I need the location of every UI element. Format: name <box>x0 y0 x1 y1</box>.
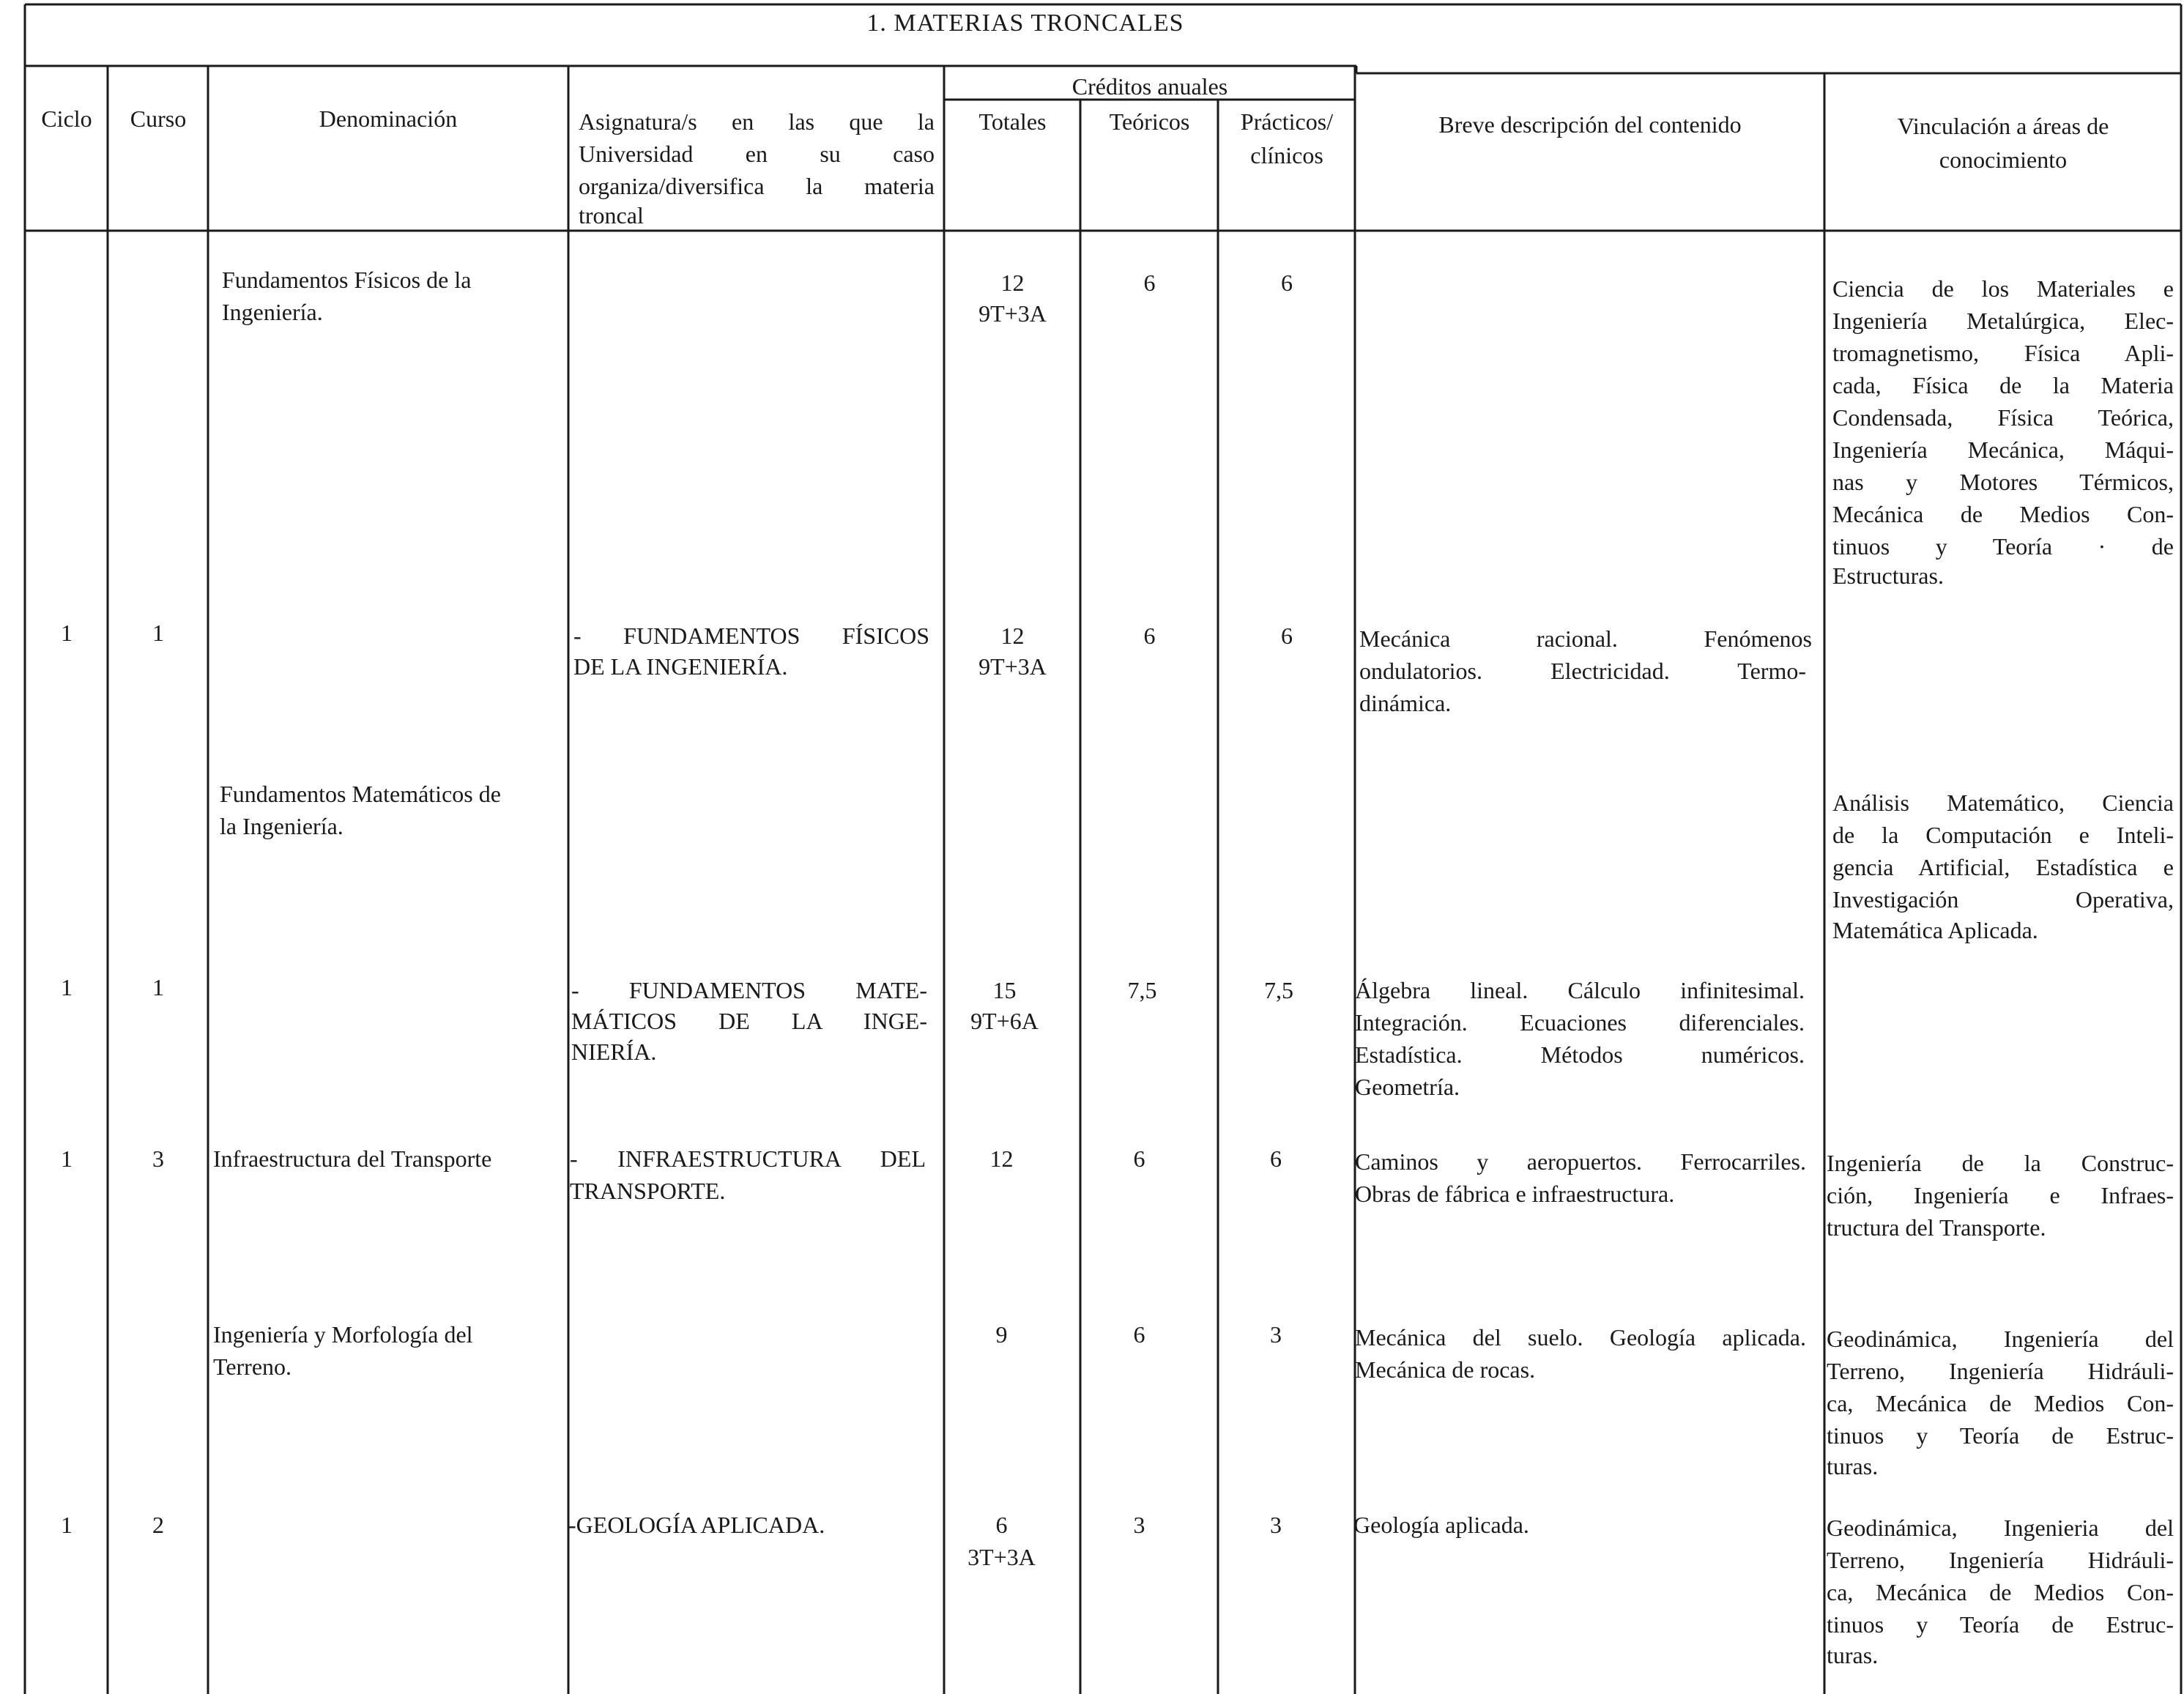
practicos-cell: 3 <box>1270 1512 1282 1538</box>
totales-cell: 9T+3A <box>978 300 1047 327</box>
vinculacion-line: ción, Ingeniería e Infraes- <box>1827 1182 2174 1208</box>
denominacion-line: Ingeniería. <box>222 299 323 325</box>
ciclo-cell: 1 <box>61 1512 73 1538</box>
vinculacion-line: Geodinámica, Ingeniería del <box>1827 1326 2174 1352</box>
totales-cell: 12 <box>989 1145 1014 1172</box>
teoricos-cell: 6 <box>1133 1321 1145 1348</box>
header-practicos: clínicos <box>1250 142 1323 168</box>
header-asignatura-line: troncal <box>579 202 644 229</box>
vinculacion-line: cada, Física de la Materia <box>1832 372 2174 398</box>
totales-cell: 6 <box>995 1512 1008 1538</box>
totales-cell: 9 <box>995 1321 1008 1348</box>
vinculacion-line: ca, Mecánica de Medios Con- <box>1827 1579 2174 1605</box>
vinculacion-line: turas. <box>1827 1453 1879 1479</box>
teoricos-cell: 6 <box>1143 270 1156 296</box>
vinculacion-line: tructura del Transporte. <box>1827 1214 2046 1241</box>
descripcion-line: Mecánica del suelo. Geología aplicada. <box>1355 1324 1806 1351</box>
vinculacion-line: ca, Mecánica de Medios Con- <box>1827 1390 2174 1416</box>
vinculacion-line: Análisis Matemático, Ciencia <box>1832 790 2174 816</box>
vinculacion-line: tinuos y Teoría de Estruc- <box>1827 1422 2174 1449</box>
descripcion-line: Mecánica de rocas. <box>1355 1356 1536 1383</box>
curso-cell: 1 <box>152 974 164 1000</box>
header-asignatura-line: Universidad en su caso <box>579 141 935 167</box>
header-asignatura-line: Asignatura/s en las que la <box>579 108 935 135</box>
asignatura-line: TRANSPORTE. <box>570 1178 726 1204</box>
vinculacion-line: Terreno, Ingeniería Hidráuli- <box>1827 1358 2174 1384</box>
vinculacion-line: Ingeniería de la Construc- <box>1827 1150 2174 1176</box>
vinculacion-line: Matemática Aplicada. <box>1832 917 2038 943</box>
descripcion-line: Geometría. <box>1355 1074 1460 1100</box>
denominacion-line: Fundamentos Matemáticos de <box>220 781 501 807</box>
asignatura-line: -GEOLOGÍA APLICADA. <box>568 1512 825 1538</box>
curso-cell: 1 <box>152 620 164 646</box>
vinculacion-line: turas. <box>1827 1642 1879 1668</box>
ciclo-cell: 1 <box>61 974 73 1000</box>
teoricos-cell: 3 <box>1133 1512 1145 1538</box>
descripcion-line: Obras de fábrica e infraestructura. <box>1355 1181 1675 1207</box>
asignatura-line: - FUNDAMENTOS FÍSICOS <box>573 623 929 649</box>
denominacion-line: Terreno. <box>213 1353 292 1380</box>
vinculacion-line: Ingeniería Metalúrgica, Elec- <box>1832 308 2174 334</box>
totales-cell: 12 <box>1000 623 1025 649</box>
totales-cell: 15 <box>992 977 1017 1003</box>
vinculacion-line: nas y Motores Térmicos, <box>1832 469 2174 495</box>
denominacion-line: la Ingeniería. <box>220 813 343 839</box>
vinculacion-line: Terreno, Ingeniería Hidráuli- <box>1827 1547 2174 1573</box>
vinculacion-line: tinuos y Teoría · de <box>1832 533 2174 560</box>
vinculacion-line: Investigación Operativa, <box>1832 886 2174 913</box>
totales-cell: 9T+6A <box>970 1008 1039 1034</box>
teoricos-cell: 6 <box>1133 1145 1145 1172</box>
practicos-cell: 6 <box>1281 623 1293 649</box>
vinculacion-line: tromagnetismo, Física Apli- <box>1832 340 2174 366</box>
asignatura-line: DE LA INGENIERÍA. <box>573 653 788 680</box>
practicos-cell: 3 <box>1270 1321 1282 1348</box>
descripcion-line: dinámica. <box>1359 690 1452 716</box>
header-vinculacion: Vinculación a áreas de <box>1897 113 2109 139</box>
curso-cell: 3 <box>152 1145 164 1172</box>
denominacion-line: Fundamentos Físicos de la <box>222 267 472 293</box>
totales-cell: 9T+3A <box>978 653 1047 680</box>
vinculacion-line: Ingeniería Mecánica, Máqui- <box>1832 436 2174 463</box>
descripcion-line: Mecánica racional. Fenómenos <box>1359 625 1812 652</box>
ciclo-cell: 1 <box>61 620 73 646</box>
curso-cell: 2 <box>152 1512 164 1538</box>
totales-cell: 12 <box>1000 270 1025 296</box>
denominacion-line: Infraestructura del Transporte <box>213 1145 492 1172</box>
header-descripcion: Breve descripción del contenido <box>1438 111 1742 138</box>
vinculacion-line: de la Computación e Inteli- <box>1832 822 2174 848</box>
practicos-cell: 6 <box>1270 1145 1282 1172</box>
header-teoricos: Teóricos <box>1109 108 1190 135</box>
header-totales: Totales <box>978 108 1047 135</box>
asignatura-line: - INFRAESTRUCTURA DEL <box>570 1145 926 1172</box>
header-denominacion: Denominación <box>319 105 458 132</box>
practicos-cell: 6 <box>1281 270 1293 296</box>
header-ciclo: Ciclo <box>41 105 92 132</box>
teoricos-cell: 6 <box>1143 623 1156 649</box>
descripcion-line: Estadística. Métodos numéricos. <box>1355 1041 1805 1068</box>
vinculacion-line: Estructuras. <box>1832 562 1944 589</box>
asignatura-line: MÁTICOS DE LA INGE- <box>571 1008 927 1034</box>
vinculacion-line: gencia Artificial, Estadística e <box>1832 854 2174 880</box>
descripcion-line: Integración. Ecuaciones diferenciales. <box>1355 1009 1805 1036</box>
vinculacion-line: tinuos y Teoría de Estruc- <box>1827 1611 2174 1638</box>
header-vinculacion: conocimiento <box>1939 146 2068 173</box>
header-asignatura-line: organiza/diversifica la materia <box>579 173 935 199</box>
descripcion-line: Geología aplicada. <box>1353 1512 1529 1538</box>
asignatura-line: - FUNDAMENTOS MATE- <box>571 977 927 1003</box>
vinculacion-line: Mecánica de Medios Con- <box>1832 501 2174 527</box>
header-creditos-anuales: Créditos anuales <box>1071 73 1228 100</box>
denominacion-line: Ingeniería y Morfología del <box>213 1321 473 1348</box>
vinculacion-line: Ciencia de los Materiales e <box>1832 275 2174 302</box>
asignatura-line: NIERÍA. <box>571 1039 657 1065</box>
descripcion-line: ondulatorios. Electricidad. Termo- <box>1359 658 1806 684</box>
vinculacion-line: Condensada, Física Teórica, <box>1832 404 2174 431</box>
teoricos-cell: 7,5 <box>1127 977 1157 1003</box>
descripcion-line: Álgebra lineal. Cálculo infinitesimal. <box>1355 977 1805 1003</box>
descripcion-line: Caminos y aeropuertos. Ferrocarriles. <box>1355 1148 1806 1175</box>
header-practicos: Prácticos/ <box>1240 108 1334 135</box>
vinculacion-line: Geodinámica, Ingenieria del <box>1827 1515 2174 1541</box>
ciclo-cell: 1 <box>61 1145 73 1172</box>
practicos-cell: 7,5 <box>1264 977 1293 1003</box>
page-title: 1. MATERIAS TRONCALES <box>866 10 1184 37</box>
totales-cell: 3T+3A <box>967 1544 1036 1570</box>
header-curso: Curso <box>130 105 187 132</box>
